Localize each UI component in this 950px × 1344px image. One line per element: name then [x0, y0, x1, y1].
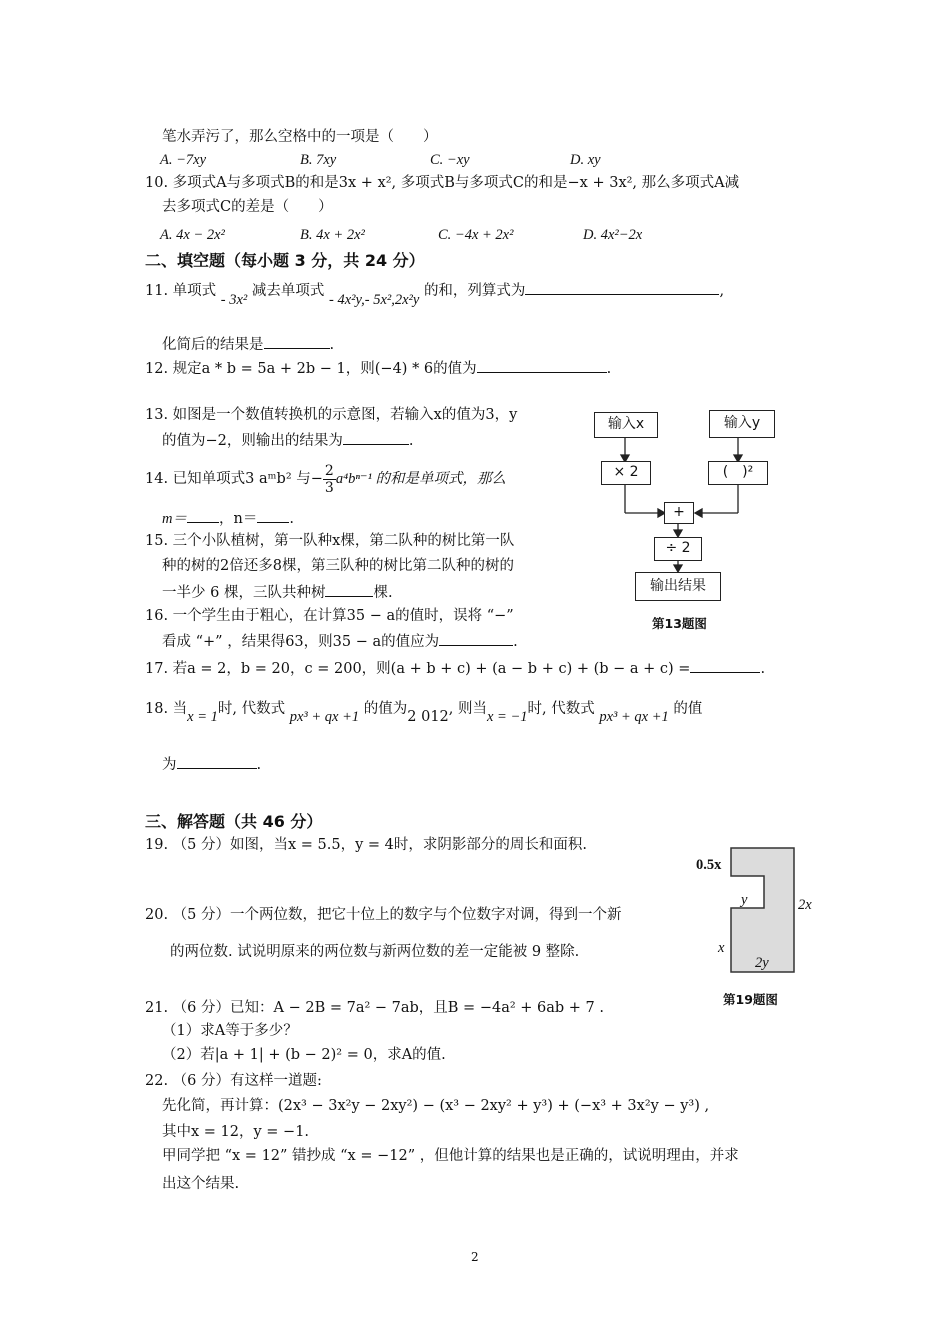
input-y-box: 输入y: [709, 410, 775, 438]
q16-line2: 看成 “+” ，结果得63，则35 − a的值应为 .: [162, 631, 518, 652]
label-2x: 2x: [798, 897, 812, 913]
divide-two-box: ÷ 2: [654, 537, 702, 561]
q10-option-d: D. 4x²−2x: [583, 227, 643, 243]
q9-option-b: B. 7xy: [300, 152, 337, 168]
q13-line1: 13. 如图是一个数值转换机的示意图，若输入x的值为3，y: [145, 407, 518, 423]
input-x-box: 输入x: [594, 412, 658, 438]
q9-option-d: D. xy: [570, 152, 601, 168]
q20-line2: 的两位数. 试说明原来的两位数与新两位数的差一定能被 9 整除.: [170, 944, 580, 960]
q11-line2: 化简后的结果是 .: [162, 334, 334, 355]
square-box: ( )²: [708, 461, 768, 485]
q11-line1: 11. 单项式 - 3x² 减去单项式 - 4x²y,- 5x²,2x²y 的和，列算式为 ,: [145, 280, 724, 301]
page-number: 2: [471, 1250, 479, 1264]
q18-line2: 为 .: [162, 754, 261, 775]
q9-continuation: 笔水弄污了，那么空格中的一项是（ ）: [162, 129, 438, 145]
q22-line4: 甲同学把 “x = 12” 错抄成 “x = −12” ，但他计算的结果也是正确的，试说明理由，并求: [162, 1148, 739, 1164]
output-box: 输出结果: [635, 572, 721, 601]
label-y: y: [741, 892, 748, 908]
q10-line1: 10. 多项式A与多项式B的和是3x + x², 多项式B与多项式C的和是−x + 3x², 那么多项式A减: [145, 175, 740, 191]
q16-line1: 16. 一个学生由于粗心，在计算35 − a的值时，误将 “−”: [145, 608, 514, 624]
q9-option-c: C. −xy: [430, 152, 470, 168]
q14-fraction: $\frac{2}{3}$: [324, 462, 334, 496]
q12: 12. 规定a * b = 5a + 2b − 1，则(−4) * 6的值为 .: [145, 358, 611, 379]
q19: 19. （5 分）如图，当x = 5.5，y = 4时，求阴影部分的周长和面积.: [145, 837, 588, 853]
times-two-box: × 2: [601, 461, 651, 485]
q10-option-a: A. 4x − 2x²: [160, 227, 225, 243]
figure-19-caption: 第19题图: [723, 992, 778, 1007]
label-2y: 2y: [755, 955, 769, 971]
label-0-5x: 0.5x: [696, 857, 722, 873]
section-2-heading: 二、填空题（每小题 3 分，共 24 分）: [145, 251, 425, 270]
q9-option-a: A. −7xy: [160, 152, 207, 168]
plus-box: +: [664, 502, 694, 524]
q22-line5: 出这个结果.: [162, 1176, 240, 1192]
q15-line1: 15. 三个小队植树，第一队种x棵，第二队种的树比第一队: [145, 533, 515, 549]
q14-line1: 14. 已知单项式3 aᵐb² 与− $\frac{2}{3}$ a⁴bⁿ⁻¹ 的和是单项式，那么: [145, 462, 507, 496]
q15-line2: 种的树的2倍还多8棵，第三队种的树比第二队种的树的: [162, 558, 514, 574]
q21-line1: 21. （6 分）已知：A − 2B = 7a² − 7ab，且B = −4a² + 6ab + 7 .: [145, 1000, 604, 1016]
q21-part2: （2）若|a + 1| + (b − 2)² = 0，求A的值.: [162, 1047, 446, 1063]
q10-option-b: B. 4x + 2x²: [300, 227, 365, 243]
q17: 17. 若a = 2，b = 20，c = 200，则(a + b + c) + (a − b + c) + (b − a + c) = .: [145, 658, 765, 679]
figure-13-caption: 第13题图: [652, 616, 707, 631]
q22-line1: 22. （6 分）有这样一道题:: [145, 1073, 322, 1089]
q10-line2: 去多项式C的差是（ ）: [162, 199, 333, 215]
q22-line3: 其中x = 12，y = −1.: [162, 1124, 310, 1140]
q21-part1: （1）求A等于多少？: [162, 1023, 298, 1039]
q14-line2: m＝ ，n＝ .: [162, 508, 294, 529]
q22-line2: 先化简，再计算：(2x³ − 3x²y − 2xy²) − (x³ − 2xy² + y³) + (−x³ + 3x²y − y³) ,: [162, 1098, 710, 1114]
q18-line1: 18. 当x = 1时, 代数式 px³ + qx +1 的值为2 012, 则当x = −1时, 代数式 px³ + qx +1 的值: [145, 701, 703, 725]
label-x: x: [718, 940, 725, 956]
q15-line3: 一半少 6 棵，三队共种树 棵.: [162, 582, 393, 603]
q20-line1: 20. （5 分）一个两位数，把它十位上的数字与个位数字对调，得到一个新: [145, 907, 622, 923]
section-3-heading: 三、解答题（共 46 分）: [145, 812, 323, 831]
q13-line2: 的值为−2，则输出的结果为 .: [162, 430, 413, 451]
q10-option-c: C. −4x + 2x²: [438, 227, 514, 243]
